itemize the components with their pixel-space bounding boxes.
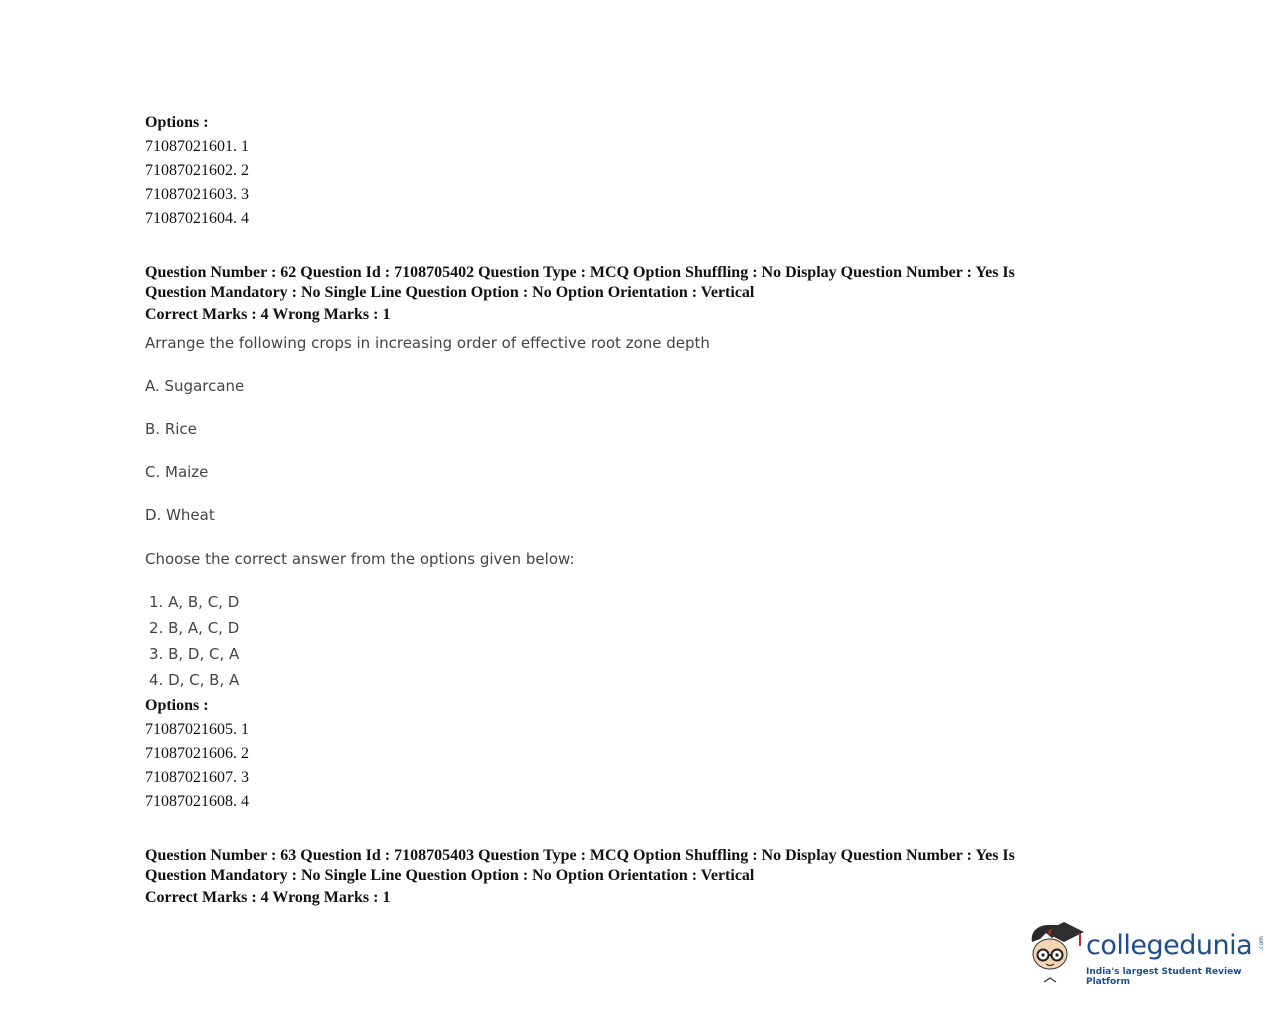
question-meta-line: Question Number : 63 Question Id : 7108705403 Question Type : MCQ Option Shuffling : No Display Question Number : Yes Is <box>145 847 1015 864</box>
answer-choice: 3. B, D, C, A <box>149 645 240 663</box>
logo-suffix: .com <box>1257 936 1265 951</box>
statement-item: C. Maize <box>145 463 209 481</box>
question-meta-line: Question Mandatory : No Single Line Question Option : No Option Orientation : Vertical <box>145 867 755 884</box>
option-id: 71087021607. 3 <box>145 769 249 786</box>
question-prompt: Arrange the following crops in increasing order of effective root zone depth <box>145 334 710 352</box>
collegedunia-logo <box>1022 918 1265 988</box>
option-id: 71087021604. 4 <box>145 210 249 227</box>
option-id: 71087021606. 2 <box>145 745 249 762</box>
logo-tagline: India's largest Student Review Platform <box>1086 967 1242 987</box>
option-id: 71087021605. 1 <box>145 721 249 738</box>
question-63-meta <box>145 846 1105 886</box>
answer-choice: 2. B, A, C, D <box>149 619 240 637</box>
question-meta-line: Question Mandatory : No Single Line Question Option : No Option Orientation : Vertical <box>145 284 755 301</box>
question-marks: Correct Marks : 4 Wrong Marks : 1 <box>145 306 391 323</box>
options-heading: Options : <box>145 114 209 131</box>
statement-item: D. Wheat <box>145 506 215 524</box>
mascot-icon <box>1022 918 1088 988</box>
question-62-meta <box>145 263 1105 303</box>
answer-choice: 4. D, C, B, A <box>149 671 240 689</box>
logo-wordmark: collegedunia <box>1086 930 1253 961</box>
statement-item: B. Rice <box>145 420 197 438</box>
answer-choice: 1. A, B, C, D <box>149 593 240 611</box>
option-id: 71087021603. 3 <box>145 186 249 203</box>
statement-item: A. Sugarcane <box>145 377 245 395</box>
option-id: 71087021601. 1 <box>145 138 249 155</box>
option-id: 71087021602. 2 <box>145 162 249 179</box>
question-meta-line: Question Number : 62 Question Id : 7108705402 Question Type : MCQ Option Shuffling : No Display Question Number : Yes Is <box>145 264 1015 281</box>
option-id: 71087021608. 4 <box>145 793 249 810</box>
question-instruction: Choose the correct answer from the options given below: <box>145 550 575 568</box>
options-heading: Options : <box>145 697 209 714</box>
question-marks: Correct Marks : 4 Wrong Marks : 1 <box>145 889 391 906</box>
